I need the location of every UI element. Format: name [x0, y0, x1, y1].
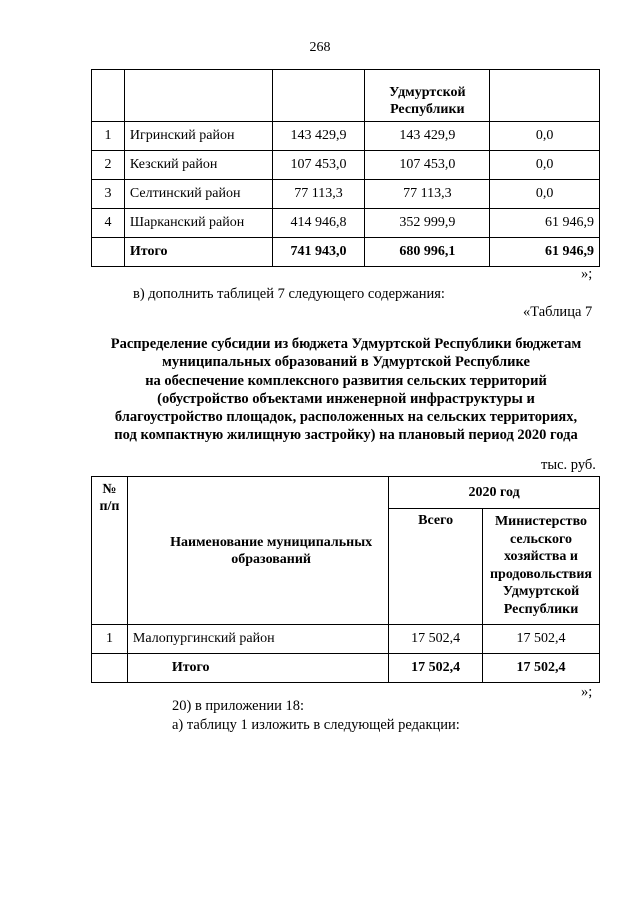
title-line: (обустройство объектами инженерной инфраструктуры и — [157, 390, 535, 407]
paragraph-v: в) дополнить таблицей 7 следующего содержания: — [133, 286, 445, 302]
header-ministry: Министерство сельского хозяйства и продовольствия Удмуртской Республики — [483, 509, 600, 625]
table-7 — [91, 476, 600, 683]
header-name: Наименование муниципальных образований — [127, 477, 388, 625]
row-other: 0,0 — [490, 151, 600, 180]
title-line: муниципальных образований в Удмуртской Республике — [162, 354, 530, 371]
table-total-row — [92, 238, 600, 267]
row-total: 414 946,8 — [272, 209, 365, 238]
row-number: 1 — [92, 122, 125, 151]
table-row — [92, 625, 600, 654]
total-ministry: 17 502,4 — [483, 654, 600, 683]
row-budget: 352 999,9 — [365, 209, 490, 238]
row-name: Игринский район — [124, 122, 272, 151]
row-budget: 77 113,3 — [365, 180, 490, 209]
total-label: Итого — [124, 238, 272, 267]
table-1-closing: »; — [581, 266, 593, 282]
row-number: 1 — [92, 625, 128, 654]
page-number: 268 — [309, 40, 331, 55]
row-other: 61 946,9 — [490, 209, 600, 238]
table-row — [92, 122, 600, 151]
header-year: 2020 год — [389, 477, 600, 509]
table-row — [92, 209, 600, 238]
table-label: «Таблица 7 — [523, 304, 593, 320]
table-1 — [91, 69, 600, 267]
table-total-row — [92, 654, 600, 683]
row-other: 0,0 — [490, 180, 600, 209]
row-other: 0,0 — [490, 122, 600, 151]
row-budget: 143 429,9 — [365, 122, 490, 151]
table-1-header-row — [92, 70, 600, 122]
title-line: под компактную жилищную застройку) на плановый период 2020 года — [114, 427, 578, 444]
table-7-title — [60, 335, 632, 445]
row-total: 143 429,9 — [272, 122, 365, 151]
table-7-closing: »; — [581, 684, 593, 700]
paragraph-a: а) таблицу 1 изложить в следующей редакции: — [172, 717, 460, 733]
title-line: Распределение субсидии из бюджета Удмуртской Республики бюджетам — [110, 336, 582, 352]
title-line: благоустройство площадок, расположенных на сельских территориях, — [114, 409, 578, 426]
row-name: Малопургинский район — [127, 625, 388, 654]
title-line: на обеспечение комплексного развития сельских территорий — [145, 372, 547, 389]
row-total: 17 502,4 — [389, 625, 483, 654]
units-label: тыс. руб. — [541, 457, 596, 473]
total-total: 17 502,4 — [389, 654, 483, 683]
total-total: 741 943,0 — [272, 238, 365, 267]
row-name: Селтинский район — [124, 180, 272, 209]
row-ministry: 17 502,4 — [483, 625, 600, 654]
row-name: Кезский район — [124, 151, 272, 180]
table-row — [92, 180, 600, 209]
header-number: № п/п — [92, 477, 128, 625]
row-number: 3 — [92, 180, 125, 209]
total-other: 61 946,9 — [490, 238, 600, 267]
row-budget: 107 453,0 — [365, 151, 490, 180]
row-number: 2 — [92, 151, 125, 180]
paragraph-20: 20) в приложении 18: — [172, 698, 305, 714]
total-label: Итого — [127, 654, 388, 683]
header-total: Всего — [389, 509, 483, 625]
row-number: 4 — [92, 209, 125, 238]
row-total: 107 453,0 — [272, 151, 365, 180]
table-row — [92, 151, 600, 180]
table-1-header-budget: Удмуртской Республики — [365, 70, 490, 122]
table-7-header-row — [92, 477, 600, 509]
total-budget: 680 996,1 — [365, 238, 490, 267]
row-name: Шарканский район — [124, 209, 272, 238]
row-total: 77 113,3 — [272, 180, 365, 209]
